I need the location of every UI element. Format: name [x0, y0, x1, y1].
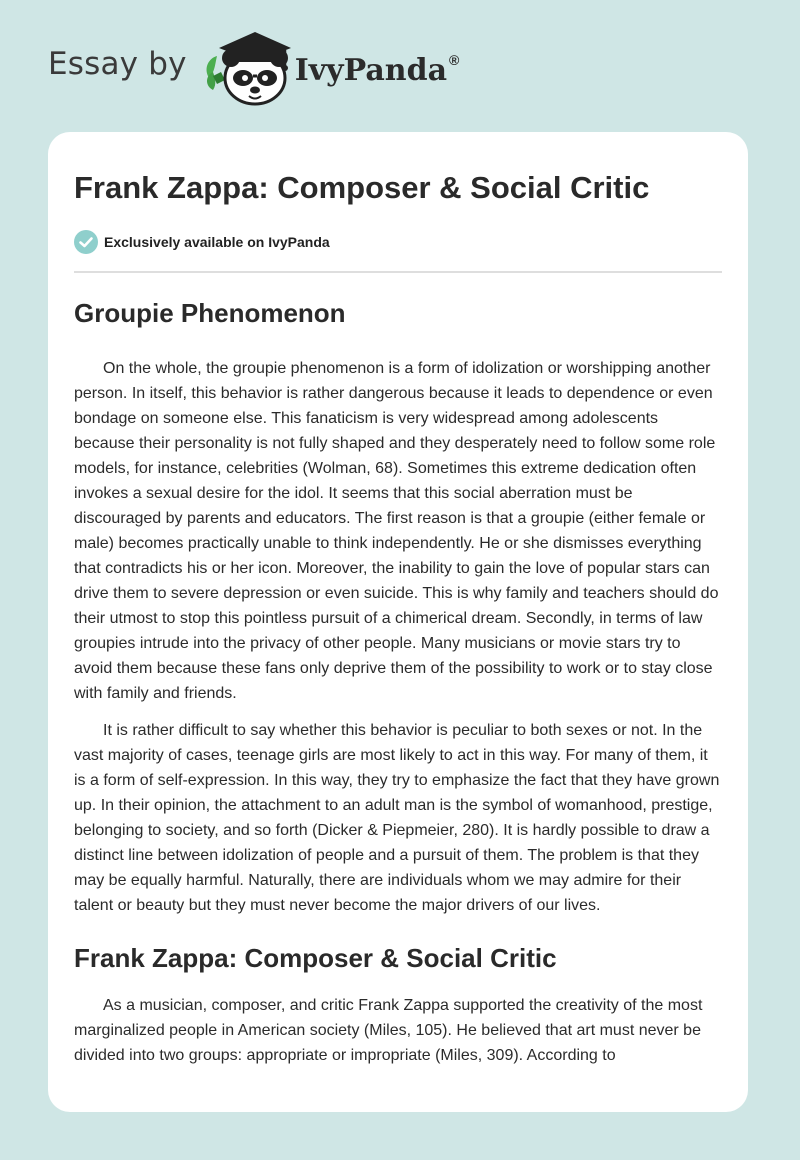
- section-heading: Frank Zappa: Composer & Social Critic: [74, 943, 557, 973]
- section-heading: Groupie Phenomenon: [74, 298, 346, 328]
- paragraph: It is rather difficult to say whether this behavior is peculiar to both sexes or not. In the vast majority of cases, teenage girls are most likely to act in this way. For many of them, it is a form of self-expression. In this way, they try to emphasize the fact that they have grown up. In their opinion, the attachment to an adult man is the symbol of womanhood, prestige, belonging to society, and so forth (Dicker & Piepmeier, 280). It is hardly possible to draw a distinct line between idolization of people and a pursuit of them. The problem is that they may be equally harmful. Naturally, there are individuals whom we may admire for their talent or beauty but they must never become the major drivers of our lives.: [74, 722, 720, 914]
- panda-graduate-logo-icon: [201, 28, 293, 108]
- registered-mark: ®: [449, 52, 460, 68]
- essay-card: [48, 132, 748, 1112]
- page-title: Frank Zappa: Composer & Social Critic: [74, 170, 650, 205]
- paragraph: On the whole, the groupie phenomenon is a form of idolization or worshipping another person. In itself, this behavior is rather dangerous because it leads to dependence or even bondage on someone else. This fanaticism is very widespread among adolescents because their personality is not fully shaped and they desperately need to follow some role models, for instance, celebrities (Wolman, 68). Sometimes this extreme dedication often invokes a sexual desire for the idol. It seems that this social aberration must be discouraged by parents and educators. The first reason is that a groupie (either female or male) becomes practically unable to think independently. He or she dismisses everything that contradicts his or her icon. Moreover, the inability to gain the love of popular stars can drive them to severe depression or even suicide. This is why family and teachers should do their utmost to stop this pointless pursuit of a chimerical dream. Secondly, in terms of law groupies intrude into the privacy of other people. Many musicians or movie stars try to avoid them because these fans only deprive them of the possibility to work or to stay close with family and friends.: [74, 360, 719, 702]
- divider: [74, 271, 722, 273]
- exclusive-badge: [74, 230, 722, 254]
- brand-name: IvyPanda: [294, 52, 448, 88]
- exclusive-badge-label: Exclusively available on IvyPanda: [104, 234, 330, 250]
- paragraph: As a musician, composer, and critic Frank Zappa supported the creativity of the most marginalized people in American society (Miles, 105). He believed that art must never be divided into two groups: appropriate or impropriate (Miles, 309). According to: [74, 997, 703, 1064]
- check-circle-icon: [74, 230, 98, 254]
- brand-prefix: Essay by: [48, 46, 187, 82]
- brand-header[interactable]: [48, 28, 459, 108]
